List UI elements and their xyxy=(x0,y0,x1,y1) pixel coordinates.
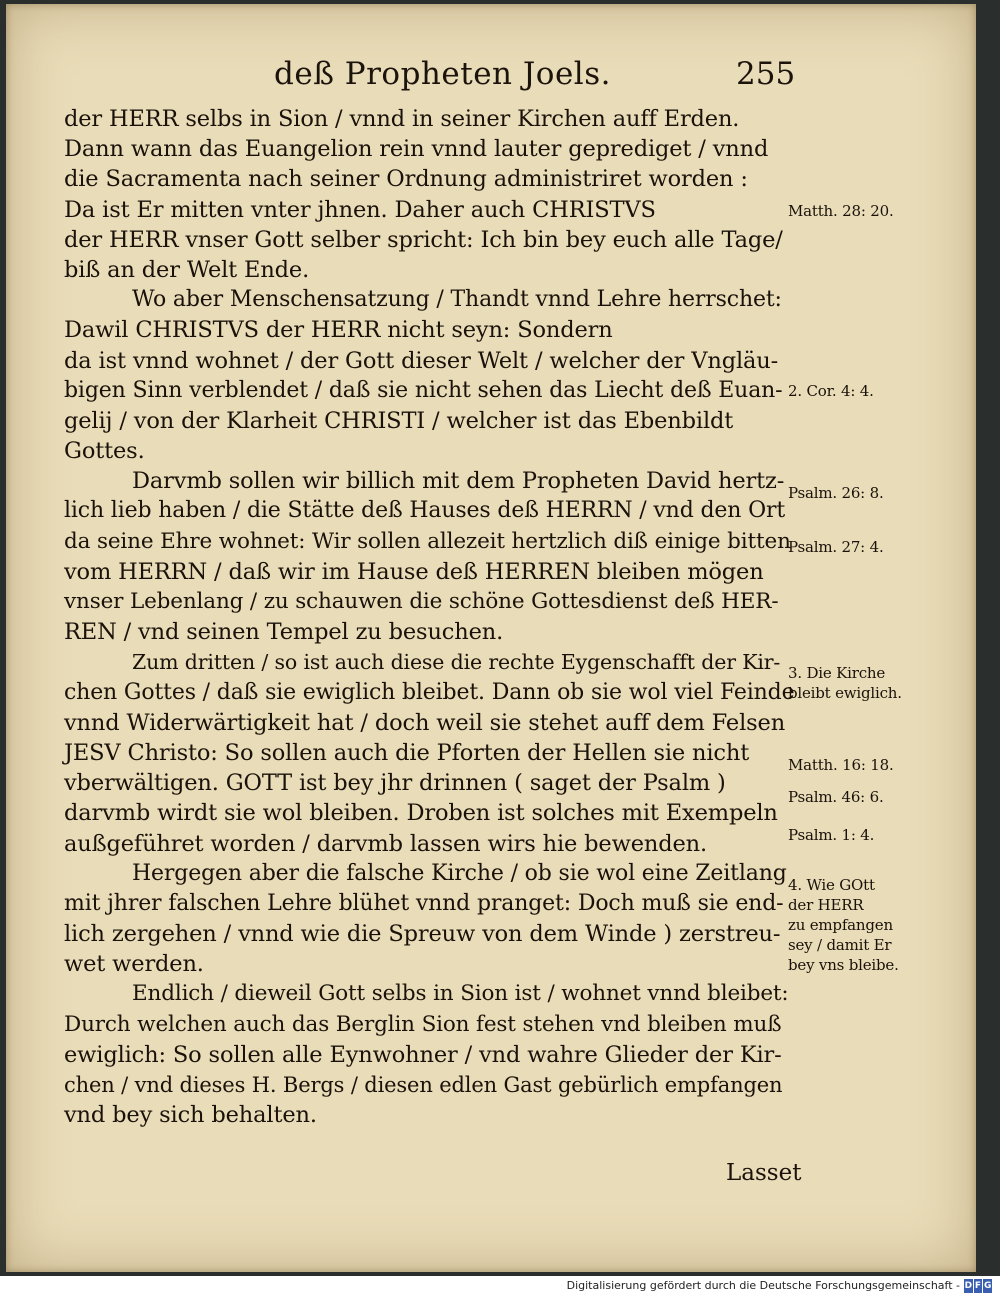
text-line: biß an der Welt Ende. xyxy=(64,256,310,283)
paragraph-start-line: Zum dritten / so ist auch diese die rechte Eygenschafft der Kir- xyxy=(132,650,781,675)
text-line: Dawil CHRISTVS der HERR nicht seyn: Sondern xyxy=(64,317,613,344)
page-number: 255 xyxy=(736,56,796,92)
text-line: Dann wann das Euangelion rein vnnd lauter geprediget / vnnd xyxy=(64,136,769,163)
margin-note: bleibt ewiglich. xyxy=(788,684,902,702)
text-line: bigen Sinn verblendet / daß sie nicht sehen das Liecht deß Euan- xyxy=(64,377,783,403)
text-line: Gottes. xyxy=(64,438,145,465)
text-line: der HERR selbs in Sion / vnnd in seiner Kirchen auff Erden. xyxy=(64,106,740,132)
text-line: vnnd Widerwärtigkeit hat / doch weil sie stehet auff dem Felsen xyxy=(64,709,786,736)
margin-note: sey / damit Er xyxy=(788,936,892,954)
text-line: ewiglich: So sollen alle Eynwohner / vnd wahre Glieder der Kir- xyxy=(64,1041,782,1068)
body-text xyxy=(64,104,794,1130)
margin-note: Psalm. 27: 4. xyxy=(788,538,884,556)
text-line: mit jhrer falschen Lehre blühet vnnd pranget: Doch muß sie end- xyxy=(64,890,784,916)
margin-note: Psalm. 26: 8. xyxy=(788,484,884,502)
text-line: chen / vnd dieses H. Bergs / diesen edlen Gast gebürlich empfangen xyxy=(64,1073,783,1097)
text-line: vom HERRN / daß wir im Hause deß HERREN bleiben mögen xyxy=(64,558,764,585)
margin-note: Matth. 16: 18. xyxy=(788,756,894,774)
text-line: wet werden. xyxy=(64,951,204,978)
margin-note: zu empfangen xyxy=(788,916,893,934)
text-line: Durch welchen auch das Berglin Sion fest stehen vnd bleiben muß xyxy=(64,1011,782,1037)
margin-note: 3. Die Kirche xyxy=(788,664,886,682)
paragraph-start-line: Darvmb sollen wir billich mit dem Propheten David hertz- xyxy=(132,468,785,495)
running-head: deß Propheten Joels. xyxy=(274,56,611,92)
logo-letter: D xyxy=(964,1281,973,1291)
text-line: chen Gottes / daß sie ewiglich bleibet. Dann ob sie wol viel Feinde xyxy=(64,679,795,705)
logo-letter: F xyxy=(974,1281,982,1291)
catchword: Lasset xyxy=(726,1160,802,1186)
text-line: REN / vnd seinen Tempel zu besuchen. xyxy=(64,619,504,646)
margin-note: der HERR xyxy=(788,896,864,914)
paragraph-start-line: Wo aber Menschensatzung / Thandt vnnd Lehre herrschet: xyxy=(132,287,782,313)
text-line: JESV Christo: So sollen auch die Pforten der Hellen sie nicht xyxy=(64,739,750,766)
text-line: da seine Ehre wohnet: Wir sollen allezeit hertzlich diß einige bitten xyxy=(64,528,791,554)
digitization-footer xyxy=(0,1276,1000,1297)
margin-note: Psalm. 46: 6. xyxy=(788,788,884,806)
logo-letter: G xyxy=(983,1281,992,1291)
text-line: der HERR vnser Gott selber spricht: Ich bin bey euch alle Tage/ xyxy=(64,226,783,253)
text-line: lich zergehen / vnnd wie die Spreuw von dem Winde ) zerstreu- xyxy=(64,921,781,948)
paragraph-start-line: Endlich / dieweil Gott selbs in Sion ist / wohnet vnnd bleibet: xyxy=(132,981,789,1007)
book-page xyxy=(6,4,976,1272)
text-line: Da ist Er mitten vnter jhnen. Daher auch CHRISTVS xyxy=(64,196,656,223)
page-header xyxy=(6,56,976,96)
margin-note: 4. Wie GOtt xyxy=(788,876,875,894)
text-line: vberwältigen. GOTT ist bey jhr drinnen ( saget der Psalm ) xyxy=(64,770,726,797)
margin-note: bey vns bleibe. xyxy=(788,956,899,974)
text-line: gelij / von der Klarheit CHRISTI / welcher ist das Ebenbildt xyxy=(64,407,734,434)
text-line: lich lieb haben / die Stätte deß Hauses deß HERRN / vnd den Ort xyxy=(64,498,786,524)
dfg-logo-icon xyxy=(964,1279,992,1293)
margin-note: 2. Cor. 4: 4. xyxy=(788,382,874,400)
margin-note: Matth. 28: 20. xyxy=(788,202,894,220)
text-line: vnd bey sich behalten. xyxy=(64,1102,317,1129)
funding-credit: Digitalisierung gefördert durch die Deutsche Forschungsgemeinschaft - xyxy=(566,1279,960,1292)
text-line: außgeführet worden / darvmb lassen wirs hie bewenden. xyxy=(64,830,707,857)
text-line: vnser Lebenlang / zu schauwen die schöne Gottesdienst deß HER- xyxy=(64,589,779,614)
text-line: die Sacramenta nach seiner Ordnung administriret worden : xyxy=(64,166,748,193)
text-line: darvmb wirdt sie wol bleiben. Droben ist solches mit Exempeln xyxy=(64,800,778,827)
text-line: da ist vnnd wohnet / der Gott dieser Welt / welcher der Vngläu- xyxy=(64,347,779,374)
paragraph-start-line: Hergegen aber die falsche Kirche / ob sie wol eine Zeitlang xyxy=(132,860,787,886)
margin-note: Psalm. 1: 4. xyxy=(788,826,875,844)
